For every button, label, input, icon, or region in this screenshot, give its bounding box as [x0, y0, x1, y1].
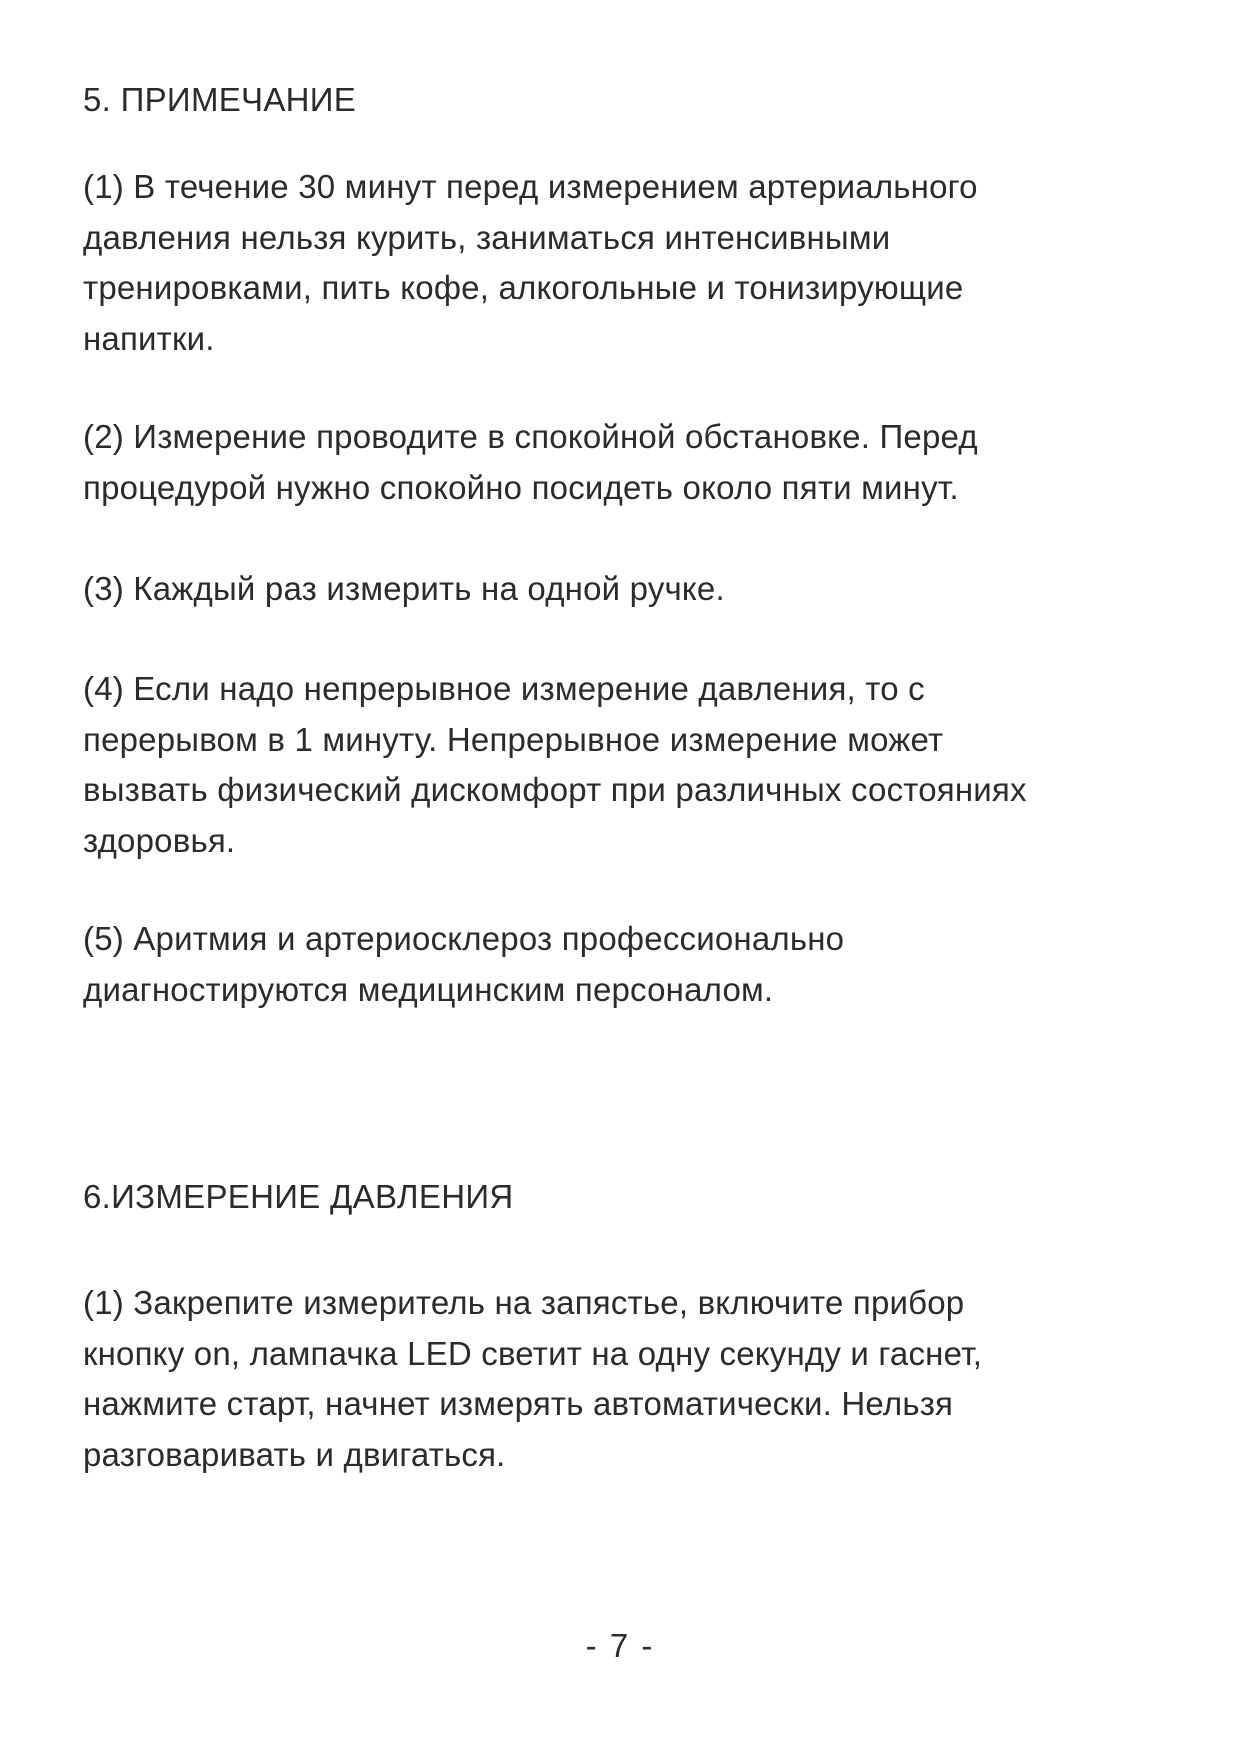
note-item-3: (3) Каждый раз измерить на одной ручке. [83, 570, 725, 607]
note-item-1: (1) В течение 30 минут перед измерением артериального давления нельзя курить, заниматься интенсивными тренировками, пить кофе, алкогольные и тонизирующие напитки. [83, 168, 978, 357]
section-5-heading: 5. ПРИМЕЧАНИЕ [83, 81, 357, 118]
section-6-heading: 6.ИЗМЕРЕНИЕ ДАВЛЕНИЯ [83, 1178, 514, 1215]
note-item-5: (5) Аритмия и артериосклероз профессионально диагностируются медицинским персоналом. [83, 920, 845, 1008]
measurement-item-1: (1) Закрепите измеритель на запястье, включите прибор кнопку on, лампачка LED светит на одну секунду и гаснет, нажмите старт, начнет измерять автоматически. Нельзя разговаривать и двигаться. [83, 1284, 983, 1473]
note-item-4: (4) Если надо непрерывное измерение давления, то с перерывом в 1 минуту. Непрерывное измерение может вызвать физический дискомфорт при различных состояниях здоровья. [83, 670, 1027, 859]
page-number: - 7 - [585, 1627, 655, 1664]
note-item-2: (2) Измерение проводите в спокойной обстановке. Перед процедурой нужно спокойно посидеть около пяти минут. [83, 418, 978, 506]
